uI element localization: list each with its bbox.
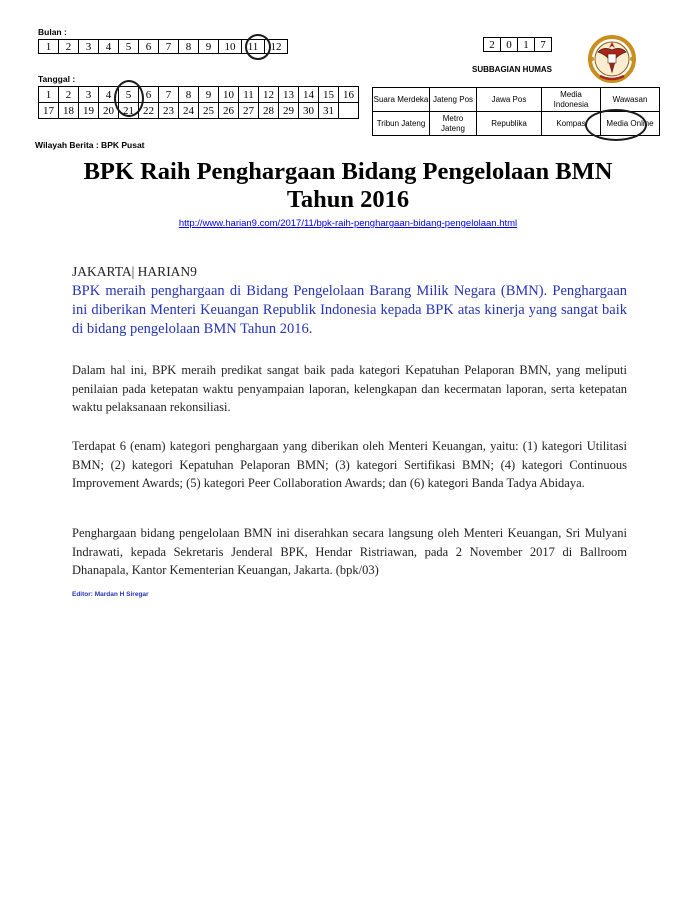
tanggal-cell: 10	[219, 87, 239, 103]
tanggal-cell: 8	[179, 87, 199, 103]
year-digit: 1	[518, 38, 535, 52]
bulan-cell: 1	[39, 40, 59, 54]
bpk-emblem-icon	[584, 32, 640, 84]
media-cell: Jawa Pos	[477, 88, 542, 112]
tanggal-cell: 9	[199, 87, 219, 103]
tanggal-cell: 20	[99, 103, 119, 119]
bulan-cell: 5	[119, 40, 139, 54]
tanggal-grid	[38, 86, 359, 119]
tanggal-label: Tanggal :	[38, 74, 76, 84]
tanggal-cell: 22	[139, 103, 159, 119]
tanggal-cell: 6	[139, 87, 159, 103]
year-digit: 2	[484, 38, 501, 52]
body-paragraph: Terdapat 6 (enam) kategori penghargaan yang diberikan oleh Menteri Keuangan, yaitu: (1) kategori Utilitasi BMN; (2) kategori Kepatuhan Pelaporan BMN; (3) kategori Sertifikasi BMN; (4) kategori Continuous Improvement Awards; (5) kategori Peer Collaboration Awards; dan (6) kategori Banda Tadya Abidaya.	[72, 439, 627, 490]
tanggal-cell-selected: 5	[119, 87, 139, 103]
tanggal-cell: 31	[319, 103, 339, 119]
media-cell: Wawasan	[601, 88, 660, 112]
body-paragraph: Dalam hal ini, BPK meraih predikat sangat baik pada kategori Kepatuhan Pelaporan BMN, yang meliputi penilaian pada ketepatan waktu penyampaian laporan, kelengkapan dan kecermatan laporan, serta ketepatan waktu pelaksanaan rekonsiliasi.	[72, 363, 627, 414]
dept-label: SUBBAGIAN HUMAS	[472, 65, 552, 74]
media-cell: Suara Merdeka	[373, 88, 430, 112]
lead-paragraph: BPK meraih penghargaan di Bidang Pengelolaan Barang Milik Negara (BMN). Penghargaan ini diberikan Menteri Keuangan Republik Indonesia kepada BPK atas kinerja yang sangat baik di bidang pengelolaan BMN Tahun 2016.	[72, 283, 627, 337]
media-cell: Republika	[477, 112, 542, 136]
tanggal-selection-circle	[114, 80, 144, 117]
article-source-link[interactable]: http://www.harian9.com/2017/11/bpk-raih-penghargaan-bidang-pengelolaan.html	[178, 218, 518, 229]
bulan-cell: 2	[59, 40, 79, 54]
bulan-cell: 12	[265, 40, 288, 54]
bulan-selection-circle	[245, 34, 271, 60]
media-cell: Kompas	[542, 112, 601, 136]
bulan-cell: 9	[199, 40, 219, 54]
tanggal-cell: 30	[299, 103, 319, 119]
media-cell: Media Indonesia	[542, 88, 601, 112]
year-grid	[483, 37, 552, 52]
media-selection-circle	[585, 109, 647, 141]
tanggal-cell: 13	[279, 87, 299, 103]
bulan-cell: 3	[79, 40, 99, 54]
bulan-cell-selected: 11	[242, 40, 265, 54]
tanggal-cell: 15	[319, 87, 339, 103]
year-digit: 7	[535, 38, 552, 52]
tanggal-cell: 27	[239, 103, 259, 119]
article-title-line1: BPK Raih Penghargaan Bidang Pengelolaan BMN	[83, 158, 613, 185]
tanggal-cell	[339, 103, 359, 119]
bulan-cell: 6	[139, 40, 159, 54]
article-title-line2: Tahun 2016	[286, 186, 410, 213]
tanggal-cell: 19	[79, 103, 99, 119]
bulan-cell: 7	[159, 40, 179, 54]
wilayah-label: Wilayah Berita : BPK Pusat	[35, 140, 145, 150]
editor-credit: Editor: Mardan H Siregar	[72, 591, 149, 598]
tanggal-cell: 4	[99, 87, 119, 103]
body-paragraph: Penghargaan bidang pengelolaan BMN ini diserahkan secara langsung oleh Menteri Keuangan, Sri Mulyani Indrawati, kepada Sekretaris Jenderal BPK, Hendar Ristriawan, pada 2 November 2017 di Ballroom Dhanapala, Kantor Kementerian Keuangan, Jakarta. (bpk/03)	[72, 526, 627, 577]
tanggal-cell: 1	[39, 87, 59, 103]
tanggal-cell: 24	[179, 103, 199, 119]
bulan-label: Bulan :	[38, 27, 67, 37]
media-cell: Metro Jateng	[430, 112, 477, 136]
tanggal-cell: 16	[339, 87, 359, 103]
tanggal-cell: 14	[299, 87, 319, 103]
tanggal-cell: 2	[59, 87, 79, 103]
tanggal-cell: 3	[79, 87, 99, 103]
tanggal-cell: 7	[159, 87, 179, 103]
tanggal-cell: 18	[59, 103, 79, 119]
bulan-cell: 10	[219, 40, 242, 54]
bulan-cell: 8	[179, 40, 199, 54]
year-digit: 0	[501, 38, 518, 52]
tanggal-cell: 17	[39, 103, 59, 119]
tanggal-cell: 21	[119, 103, 139, 119]
tanggal-cell: 25	[199, 103, 219, 119]
dateline: JAKARTA| HARIAN9	[72, 264, 197, 279]
media-cell-selected: Media Online	[601, 112, 660, 136]
tanggal-cell: 29	[279, 103, 299, 119]
tanggal-cell: 26	[219, 103, 239, 119]
media-cell: Tribun Jateng	[373, 112, 430, 136]
tanggal-cell: 28	[259, 103, 279, 119]
media-cell: Jateng Pos	[430, 88, 477, 112]
tanggal-cell: 12	[259, 87, 279, 103]
bulan-cell: 4	[99, 40, 119, 54]
tanggal-cell: 11	[239, 87, 259, 103]
tanggal-cell: 23	[159, 103, 179, 119]
